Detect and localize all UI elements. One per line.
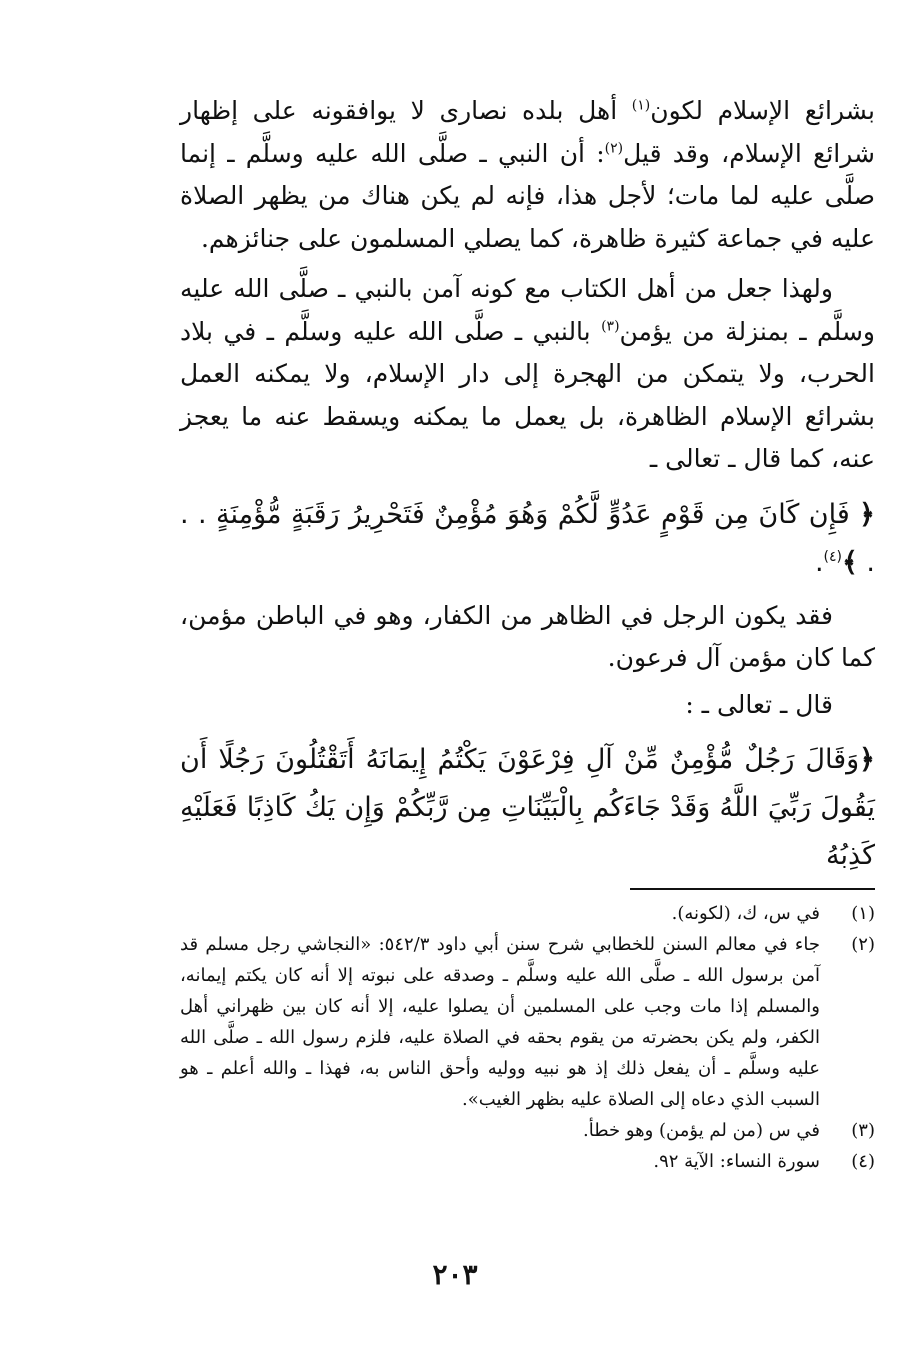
footnote-number: (٣): [851, 1120, 875, 1141]
paragraph-text: أهل بلده نصارى لا يوافقونه على إظهار شرائع الإسلام، وقد قيل: [180, 96, 875, 168]
paragraph-1: [180, 90, 875, 260]
verse-close-bracket: ﴾: [842, 546, 858, 578]
paragraph-4: قال ـ تعالى ـ :: [685, 689, 833, 719]
footnote-ref-4[interactable]: (٤): [823, 548, 842, 565]
paragraph-text: بشرائع الإسلام لكون: [650, 96, 875, 125]
paragraph-text: ولهذا جعل من أهل الكتاب مع كونه آمن بالنبي ـ صلَّى الله عليه وسلَّم ـ بمنزلة من يؤمن: [180, 274, 875, 346]
verse-open-bracket: ﴿: [859, 744, 875, 775]
footnote-2: [180, 929, 875, 1115]
footnote-text: سورة النساء: الآية ٩٢.: [653, 1151, 820, 1172]
paragraph-2: [180, 268, 875, 481]
footnote-4: [180, 1146, 875, 1177]
footnote-ref-3[interactable]: (٣): [601, 318, 620, 335]
verse-text: وَقَالَ رَجُلٌ مُّؤْمِنٌ مِّنْ آلِ فِرْعَوْنَ يَكْتُمُ إِيمَانَهُ أَتَقْتُلُونَ رَجُلًا أَن يَقُولَ رَبِّيَ اللَّهُ وَقَدْ جَاءَكُم بِالْبَيِّنَاتِ مِن رَّبِّكُمْ وَإِن يَكُ كَاذِبًا فَعَلَيْهِ كَذِبُهُ: [180, 744, 875, 871]
footnote-3: [180, 1115, 875, 1146]
footnotes: [180, 898, 875, 1177]
footnote-number: (٢): [851, 934, 875, 955]
quran-verse-2: [180, 736, 875, 880]
footnote-text: في س، ك، (لكونه).: [671, 903, 820, 924]
main-text: [180, 90, 875, 880]
footnote-separator: [630, 888, 875, 890]
footnote-number: (١): [851, 903, 875, 924]
verse-text: فَإِن كَانَ مِن قَوْمٍ عَدُوٍّ لَّكُمْ وَهُوَ مُؤْمِنٌ فَتَحْرِيرُ رَقَبَةٍ مُّؤْمِنَةٍ . . .: [180, 498, 875, 578]
page-number: ٢٠٣: [432, 1258, 478, 1291]
footnote-ref-1[interactable]: (١): [631, 97, 651, 114]
footnote-text: في س (من لم يؤمن) وهو خطأ.: [583, 1120, 820, 1141]
paragraph-3: فقد يكون الرجل في الظاهر من الكفار، وهو في الباطن مؤمن، كما كان مؤمن آل فرعون.: [180, 600, 875, 672]
footnote-text: جاء في معالم السنن للخطابي شرح سنن أبي داود ٥٤٢/٣: «النجاشي رجل مسلم قد آمن برسول الله ـ صلَّى الله عليه وسلَّم ـ وصدقه على نبوته إلا أنه كان يكتم إيمانه، والمسلم إذا مات وجب على المسلمين أن يصلوا عليه، إلا أنه كان بين ظهراني أهل الكفر، ولم يكن بحضرته من يقوم بحقه في الصلاة عليه، فلزم رسول الله ـ صلَّى الله عليه وسلَّم ـ أن يفعل ذلك إذ هو نبيه ووليه وأحق الناس به، فهذا ـ والله أعلم ـ هو السبب الذي دعاه إلى الصلاة عليه بظهر الغيب».: [180, 934, 820, 1110]
verse-open-bracket: ﴿: [859, 498, 875, 530]
paragraph-text: : أن النبي ـ صلَّى الله عليه وسلَّم ـ إنما صلَّى عليه لما مات؛ لأجل هذا، فإنه لم يكن هناك من يظهر الصلاة عليه في جماعة كثيرة ظاهرة، كما يصلي المسلمون على جنائزهم.: [180, 138, 875, 253]
footnote-1: [180, 898, 875, 929]
verse-end-period: .: [814, 546, 824, 578]
paragraph-text: بالنبي ـ صلَّى الله عليه وسلَّم ـ في بلاد الحرب، ولا يتمكن من الهجرة إلى دار الإسلام، ولا يمكنه العمل بشرائع الإسلام الظاهرة، بل يعمل ما يمكنه ويسقط عنه ما يعجز عنه، كما قال ـ تعالى ـ: [180, 316, 875, 473]
footnote-number: (٤): [851, 1151, 875, 1172]
footnote-ref-2[interactable]: (٢): [604, 140, 624, 157]
quran-verse-1: [180, 491, 875, 587]
